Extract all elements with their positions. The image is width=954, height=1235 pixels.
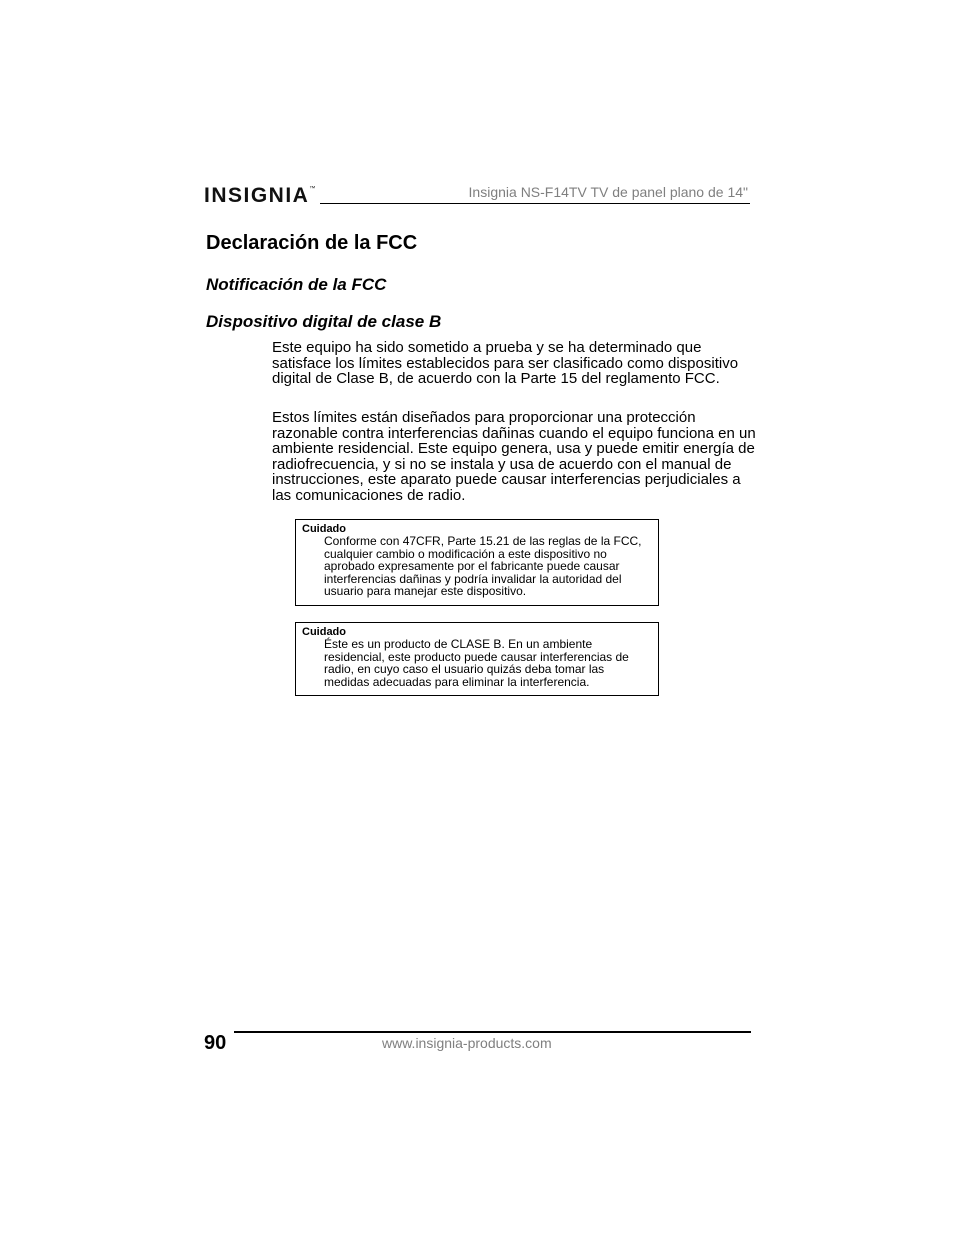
caution-text: Conforme con 47CFR, Parte 15.21 de las reglas de la FCC, cualquier cambio o modificación a este dispositivo no aprobado expresamente por el fabricante puede causar interferencias dañinas y podría invalidar la autoridad del usuario para manejar este dispositivo. <box>324 534 642 598</box>
logo-text: INSIGNIA <box>204 184 310 207</box>
caution-box-1 <box>295 519 659 606</box>
subheading-fcc-notification: Notificación de la FCC <box>206 275 387 294</box>
trademark-symbol: ™ <box>309 186 316 192</box>
paragraph-1: Este equipo ha sido sometido a prueba y se ha determinado que satisface los límites establecidos para ser clasificado como dispositivo digital de Clase B, de acuerdo con la Parte 15 del reglamento FCC. <box>272 339 739 388</box>
caution-box-2 <box>295 622 659 696</box>
footer-rule <box>234 1031 751 1033</box>
header-title: Insignia NS-F14TV TV de panel plano de 14" <box>468 184 748 200</box>
insignia-logo <box>204 184 315 208</box>
caution-label: Cuidado <box>302 626 346 638</box>
footer-url: www.insignia-products.com <box>382 1035 552 1051</box>
caution-text: Éste es un producto de CLASE B. En un ambiente residencial, este producto puede causar interferencias de radio, en cuyo caso el usuario quizás deba tomar las medidas adecuadas para eliminar la interferencia. <box>324 637 629 689</box>
paragraph-2: Estos límites están diseñados para proporcionar una protección razonable contra interferencias dañinas cuando el equipo funciona en un ambiente residencial. Este equipo genera, usa y puede emitir energía de radiofrecuencia, y si no se instala y usa de acuerdo con el manual de instrucciones, este aparato puede causar interferencias perjudiciales a las comunicaciones de radio. <box>272 409 756 504</box>
page-number: 90 <box>204 1032 227 1054</box>
header-rule <box>320 203 750 204</box>
subheading-class-b-device: Dispositivo digital de clase B <box>206 312 442 331</box>
page-heading: Declaración de la FCC <box>206 232 418 254</box>
caution-label: Cuidado <box>302 523 346 535</box>
